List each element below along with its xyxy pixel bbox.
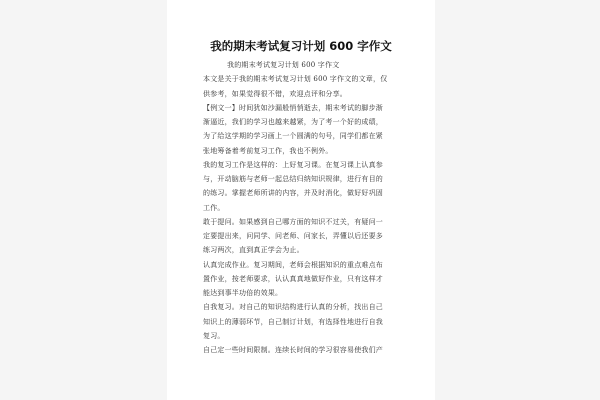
text-line: 敢于提问。如果感到自己哪方面的知识不过关，有疑问一 [203, 217, 383, 226]
text-line: 练习两次，直到真正学会为止。 [203, 246, 304, 255]
document-title: 我的期末考试复习计划 600 字作文 [210, 39, 392, 53]
text-line: 工作。 [203, 203, 225, 212]
text-line: 自己定一些时间限制。连续长时间的学习很容易使我们产 [203, 346, 383, 354]
text-line: 张地筹备着考前复习工作，我也不例外。 [203, 146, 333, 155]
text-line: 我的复习工作是这样的：上好复习课。在复习课上认真参 [203, 160, 383, 169]
text-line: 供参考，如果觉得很不错，欢迎点评和分享。 [203, 89, 347, 98]
text-line: 与，开动脑筋与老师一起总结归纳知识规律，进行有目的 [203, 175, 383, 183]
text-line: 渐逼近，我们的学习也越来越紧，为了考一个好的成绩， [203, 118, 383, 126]
text-line: 的练习。掌握老师所讲的内容，并及时消化，做好好巩固 [203, 189, 383, 198]
text-line: 自我复习。对自己的知识结构进行认真的分析，找出自己 [203, 303, 383, 312]
text-line: 本文是关于我的期末考试复习计划 600 字作文的文章，仅 [203, 75, 388, 84]
text-line: 认真完成作业。复习期间，老师会根据知识的重点难点布 [203, 260, 383, 269]
text-line: 定要提出来，问同学、问老师、问家长，弄懂以后还要多 [203, 232, 383, 240]
text-line: 置作业，按老师要求，认认真真地做好作业，只有这样才 [203, 274, 383, 283]
document-page [167, 0, 435, 400]
text-line: 能达到事半功倍的效果。 [203, 289, 283, 297]
text-line: 复习。 [203, 331, 225, 340]
text-line: 【例文一】时间犹如沙漏般悄悄逝去，期末考试的脚步渐 [203, 103, 383, 112]
text-line: 为了给这学期的学习画上一个圆满的句号，同学们都在紧 [203, 132, 383, 141]
text-line: 我的期末考试复习计划 600 字作文 [227, 61, 340, 69]
document-body [203, 58, 435, 357]
text-line: 知识上的薄弱环节，自己制订计划，有选择性地进行自我 [203, 317, 383, 326]
